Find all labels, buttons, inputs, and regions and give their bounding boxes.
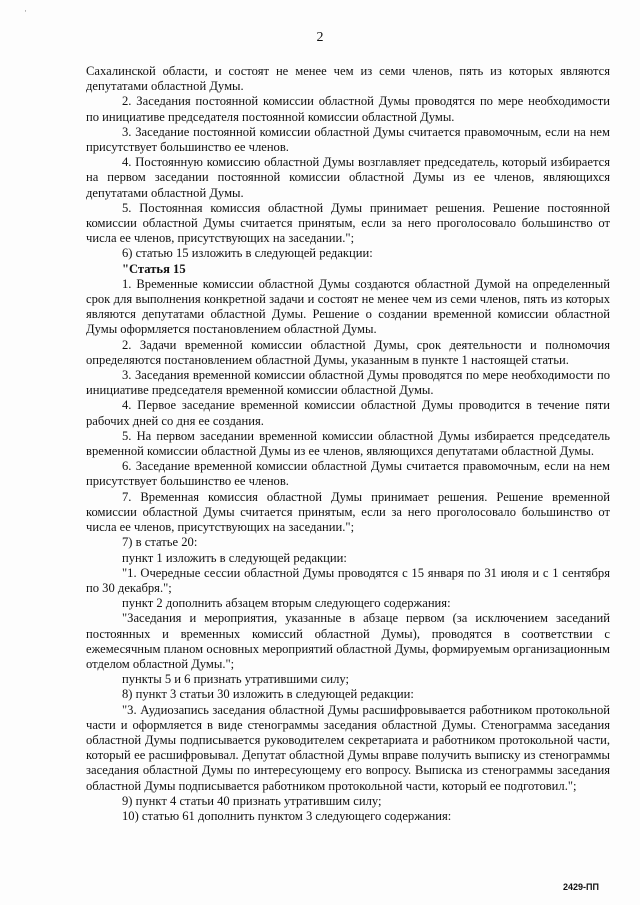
paragraph: 9) пункт 4 статьи 40 признать утратившим силу; xyxy=(122,793,382,808)
paragraph: 7) в статье 20: xyxy=(122,535,198,550)
paragraph: "1. Очередные сессии областной Думы проводятся с 15 января по 31 июля и с 1 сентября по 30 декабря."; xyxy=(86,565,610,595)
paragraph: 6. Заседание временной комиссии областной Думы считается правомочным, если на нем присутствует большинство ее членов. xyxy=(86,459,610,489)
document-body xyxy=(86,64,610,824)
paragraph: "3. Аудиозапись заседания областной Думы расшифровывается работником протокольной части и оформляется в виде стенограммы заседания областной Думы. Стенограмма заседания областной Думы подписывается руководителем секретариата и работником протокольной части, который ее расшифровывал. Депутат областной Думы вправе получить выписку из стенограммы заседания областной Думы по интересующему его вопросу. Выписка из стенограммы заседания областной Думы подписывается работником протокольной части, который ее подготовил."; xyxy=(86,702,610,793)
paragraph: 10) статью 61 дополнить пунктом 3 следующего содержания: xyxy=(122,808,452,823)
paragraph: 3. Заседания временной комиссии областной Думы проводятся по мере необходимости по инициативе председателя временной комиссии областной Думы. xyxy=(86,368,610,398)
paragraph: "Статья 15 xyxy=(122,261,186,276)
paragraph: пункт 2 дополнить абзацем вторым следующего содержания: xyxy=(122,596,451,611)
paragraph: 4. Первое заседание временной комиссии областной Думы проводится в течение пяти рабочих дней со дня ее создания. xyxy=(86,398,610,428)
paragraph: 7. Временная комиссия областной Думы принимает решения. Решение временной комиссии областной Думы считается принятым, если за него проголосовало большинство от числа ее членов, присутствующих на заседании."; xyxy=(86,489,610,535)
paragraph: 5. На первом заседании временной комиссии областной Думы избирается председатель временной комиссии областной Думы из ее членов, являющихся депутатами областной Думы. xyxy=(86,428,610,459)
paragraph: пункты 5 и 6 признать утратившими силу; xyxy=(122,672,350,687)
paragraph: пункт 1 изложить в следующей редакции: xyxy=(122,550,347,565)
page-number: 2 xyxy=(316,30,324,45)
paragraph: 2. Задачи временной комиссии областной Думы, срок деятельности и полномочия определяются постановлением областной Думы, указанным в пункте 1 настоящей статьи. xyxy=(86,337,610,367)
document-code: 2429-ПП xyxy=(563,882,599,892)
paragraph: 5. Постоянная комиссия областной Думы принимает решения. Решение постоянной комиссии областной Думы считается принятым, если за него проголосовало большинство от числа ее членов, присутствующих на заседании."; xyxy=(86,200,610,246)
paragraph: 8) пункт 3 статьи 30 изложить в следующей редакции: xyxy=(122,687,414,702)
paragraph: 1. Временные комиссии областной Думы создаются областной Думой на определенный срок для выполнения конкретной задачи и состоят не менее чем из семи членов, пять из которых являются депутатами областной Думы. Решение о создании временной комиссии областной Думы оформляется постановлением областной Думы. xyxy=(86,276,610,337)
paragraph: 6) статью 15 изложить в следующей редакции: xyxy=(122,246,373,261)
paragraph: 4. Постоянную комиссию областной Думы возглавляет председатель, который избирается на первом заседании постоянной комиссии областной Думы из ее членов, являющихся депутатами областной Думы. xyxy=(86,155,610,200)
scan-mark: · xyxy=(24,6,27,16)
paragraph: Сахалинской области, и состоят не менее чем из семи членов, пять из которых являются депутатами областной Думы. xyxy=(86,64,610,94)
paragraph: 2. Заседания постоянной комиссии областной Думы проводятся по мере необходимости по инициативе председателя постоянной комиссии областной Думы. xyxy=(86,94,610,124)
paragraph: "Заседания и мероприятия, указанные в абзаце первом (за исключением заседаний постоянных и временных комиссий областной Думы), проводятся в соответствии с ежемесячным планом основных мероприятий областной Думы, формируемым организационным отделом областной Думы."; xyxy=(86,611,610,671)
paragraph: 3. Заседание постоянной комиссии областной Думы считается правомочным, если на нем присутствует большинство ее членов. xyxy=(86,124,610,155)
